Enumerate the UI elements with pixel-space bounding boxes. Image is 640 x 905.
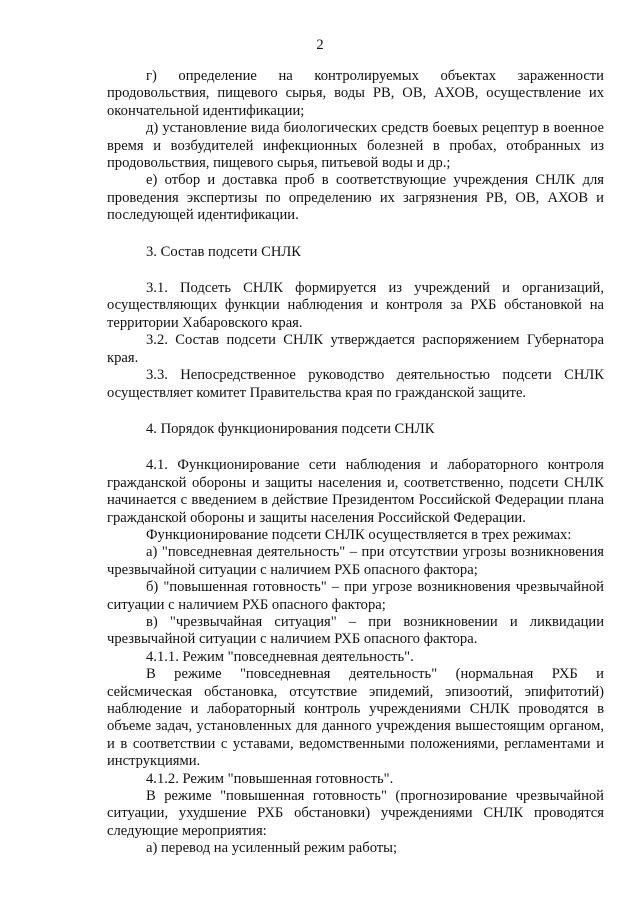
daily-mode-text: В режиме "повседневная деятельность" (нормальная РХБ и сейсмическая обстановка, отсутствие эпидемий, эпизоотий, эпифитотий) наблюдение и лабораторный контроль учреждениями СНЛК проводятся в объеме задач, установленных для данного учреждения вышестоящим органом, и в соответствии с уставами, ведомственными положениями, регламентами и инструкциями. <box>107 666 604 770</box>
document-body <box>107 68 604 858</box>
section-3-heading: 3. Состав подсети СНЛК <box>146 243 302 260</box>
mode-v: в) "чрезвычайная ситуация" – при возникновении и ликвидации чрезвычайной ситуации с наличием РХБ опасного фактора. <box>107 613 604 648</box>
clause-4-1-1: 4.1.1. Режим "повседневная деятельность". <box>146 648 414 665</box>
modes-intro: Функционирование подсети СНЛК осуществляется в трех режимах: <box>146 526 572 543</box>
mode-b: б) "повышенная готовность" – при угрозе возникновения чрезвычайной ситуации с наличием РХБ опасного фактора; <box>107 579 604 613</box>
clause-3-2: 3.2. Состав подсети СНЛК утверждается распоряжением Губернатора края. <box>107 332 604 366</box>
section-4-heading: 4. Порядок функционирования подсети СНЛК <box>146 420 435 437</box>
clause-3-3: 3.3. Непосредственное руководство деятельностью подсети СНЛК осуществляет комитет Правительства края по гражданской защите. <box>107 367 604 401</box>
item-d: д) установление вида биологических средств боевых рецептур в военное время и возбудителей инфекционных болезней в пробах, отобранных из продовольствия, пищевого сырья, питьевой воды и др.; <box>107 120 604 172</box>
item-g: г) определение на контролируемых объектах зараженности продовольствия, пищевого сырья, воды РВ, ОВ, АХОВ, осуществление их окончательной идентификации; <box>107 68 604 119</box>
mode-a: а) "повседневная деятельность" – при отсутствии угрозы возникновения чрезвычайной ситуации с наличием РХБ опасного фактора; <box>107 544 604 578</box>
clause-4-1-2: 4.1.2. Режим "повышенная готовность". <box>146 770 394 787</box>
alert-measure-a: а) перевод на усиленный режим работы; <box>146 840 398 857</box>
alert-mode-text: В режиме "повышенная готовность" (прогнозирование чрезвычайной ситуации, ухудшение РХБ обстановки) учреждениями СНЛК проводятся следующие мероприятия: <box>107 788 604 839</box>
clause-4-1: 4.1. Функционирование сети наблюдения и лабораторного контроля гражданской обороны и защиты населения и, соответственно, подсети СНЛК начинается с введением в действие Президентом Российской Федерации плана гражданской обороны и защиты населения Российской Федерации. <box>107 457 604 526</box>
clause-3-1: 3.1. Подсеть СНЛК формируется из учреждений и организаций, осуществляющих функции наблюдения и контроля за РХБ обстановкой на территории Хабаровского края. <box>107 280 604 331</box>
page-number: 2 <box>316 37 324 53</box>
item-e: е) отбор и доставка проб в соответствующие учреждения СНЛК для проведения экспертизы по определению их загрязнения РВ, ОВ, АХОВ и последующей идентификации. <box>107 172 604 224</box>
